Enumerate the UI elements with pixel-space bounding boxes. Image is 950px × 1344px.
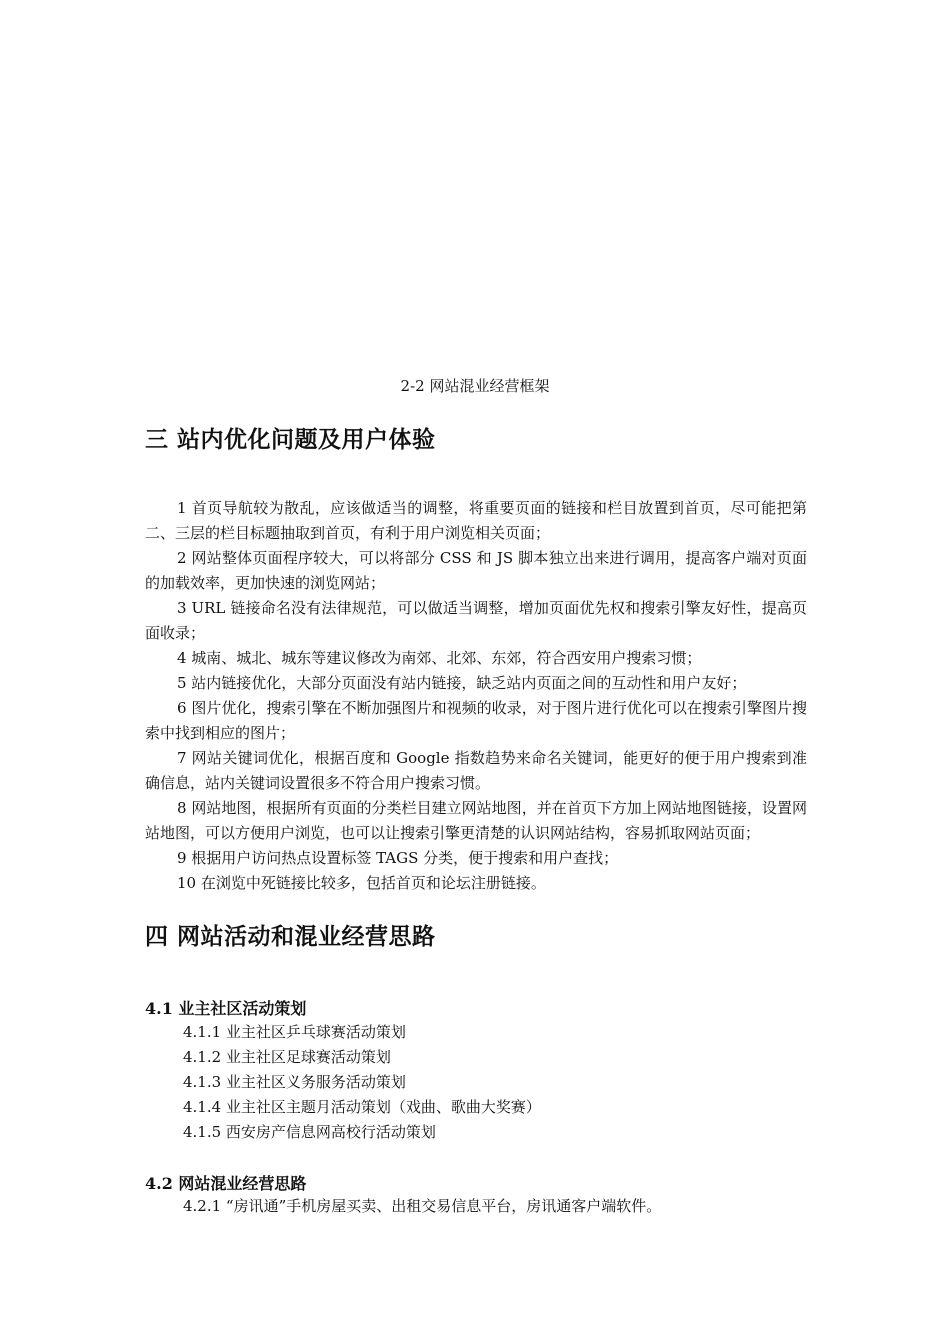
section-4-heading: 四 网站活动和混业经营思路 — [145, 924, 436, 950]
paragraph-6: 6 图片优化，搜索引擎在不断加强图片和视频的收录，对于图片进行优化可以在搜索引擎图片搜索中找到相应的图片； — [145, 699, 807, 742]
paragraph-7: 7 网站关键词优化，根据百度和 Google 指数趋势来命名关键词，能更好的便于用户搜索到准确信息，站内关键词设置很多不符合用户搜索习惯。 — [145, 749, 807, 792]
list-item: 4.1.2 业主社区足球赛活动策划 — [183, 1048, 391, 1066]
subsection-4-2-heading: 4.2 网站混业经营思路 — [145, 1174, 307, 1193]
paragraph-4: 4 城南、城北、城东等建议修改为南郊、北郊、东郊，符合西安用户搜索习惯； — [177, 649, 702, 667]
list-item: 4.1.1 业主社区乒乓球赛活动策划 — [183, 1023, 406, 1041]
section-3-heading: 三 站内优化问题及用户体验 — [145, 427, 436, 453]
subsection-4-2-list — [183, 1194, 661, 1219]
paragraph-5: 5 站内链接优化，大部分页面没有站内链接，缺乏站内页面之间的互动性和用户友好； — [177, 674, 747, 692]
subsection-4-1-heading: 4.1 业主社区活动策划 — [145, 999, 307, 1018]
paragraph-3: 3 URL 链接命名没有法律规范，可以做适当调整，增加页面优先权和搜索引擎友好性，提高页面收录； — [145, 599, 807, 642]
paragraph-8: 8 网站地图，根据所有页面的分类栏目建立网站地图，并在首页下方加上网站地图链接，设置网站地图，可以方便用户浏览，也可以让搜索引擎更清楚的认识网站结构，容易抓取网站页面； — [145, 799, 807, 842]
subsection-4-1-list — [183, 1020, 541, 1145]
figure-caption: 2-2 网站混业经营框架 — [400, 377, 550, 395]
list-item: 4.1.5 西安房产信息网高校行活动策划 — [183, 1123, 436, 1141]
list-item: 4.2.1 “房讯通”手机房屋买卖、出租交易信息平台，房讯通客户端软件。 — [183, 1197, 662, 1215]
paragraph-2: 2 网站整体页面程序较大，可以将部分 CSS 和 JS 脚本独立出来进行调用，提高客户端对页面的加载效率，更加快速的浏览网站； — [145, 549, 807, 592]
paragraph-9: 9 根据用户访问热点设置标签 TAGS 分类，便于搜索和用户查找； — [177, 849, 619, 867]
paragraph-1: 1 首页导航较为散乱，应该做适当的调整，将重要页面的链接和栏目放置到首页，尽可能把第二、三层的栏目标题抽取到首页，有利于用户浏览相关页面； — [145, 499, 807, 542]
section-3-body — [145, 496, 807, 896]
list-item: 4.1.4 业主社区主题月活动策划（戏曲、歌曲大奖赛） — [183, 1098, 541, 1116]
paragraph-10: 10 在浏览中死链接比较多，包括首页和论坛注册链接。 — [177, 874, 546, 892]
list-item: 4.1.3 业主社区义务服务活动策划 — [183, 1073, 406, 1091]
